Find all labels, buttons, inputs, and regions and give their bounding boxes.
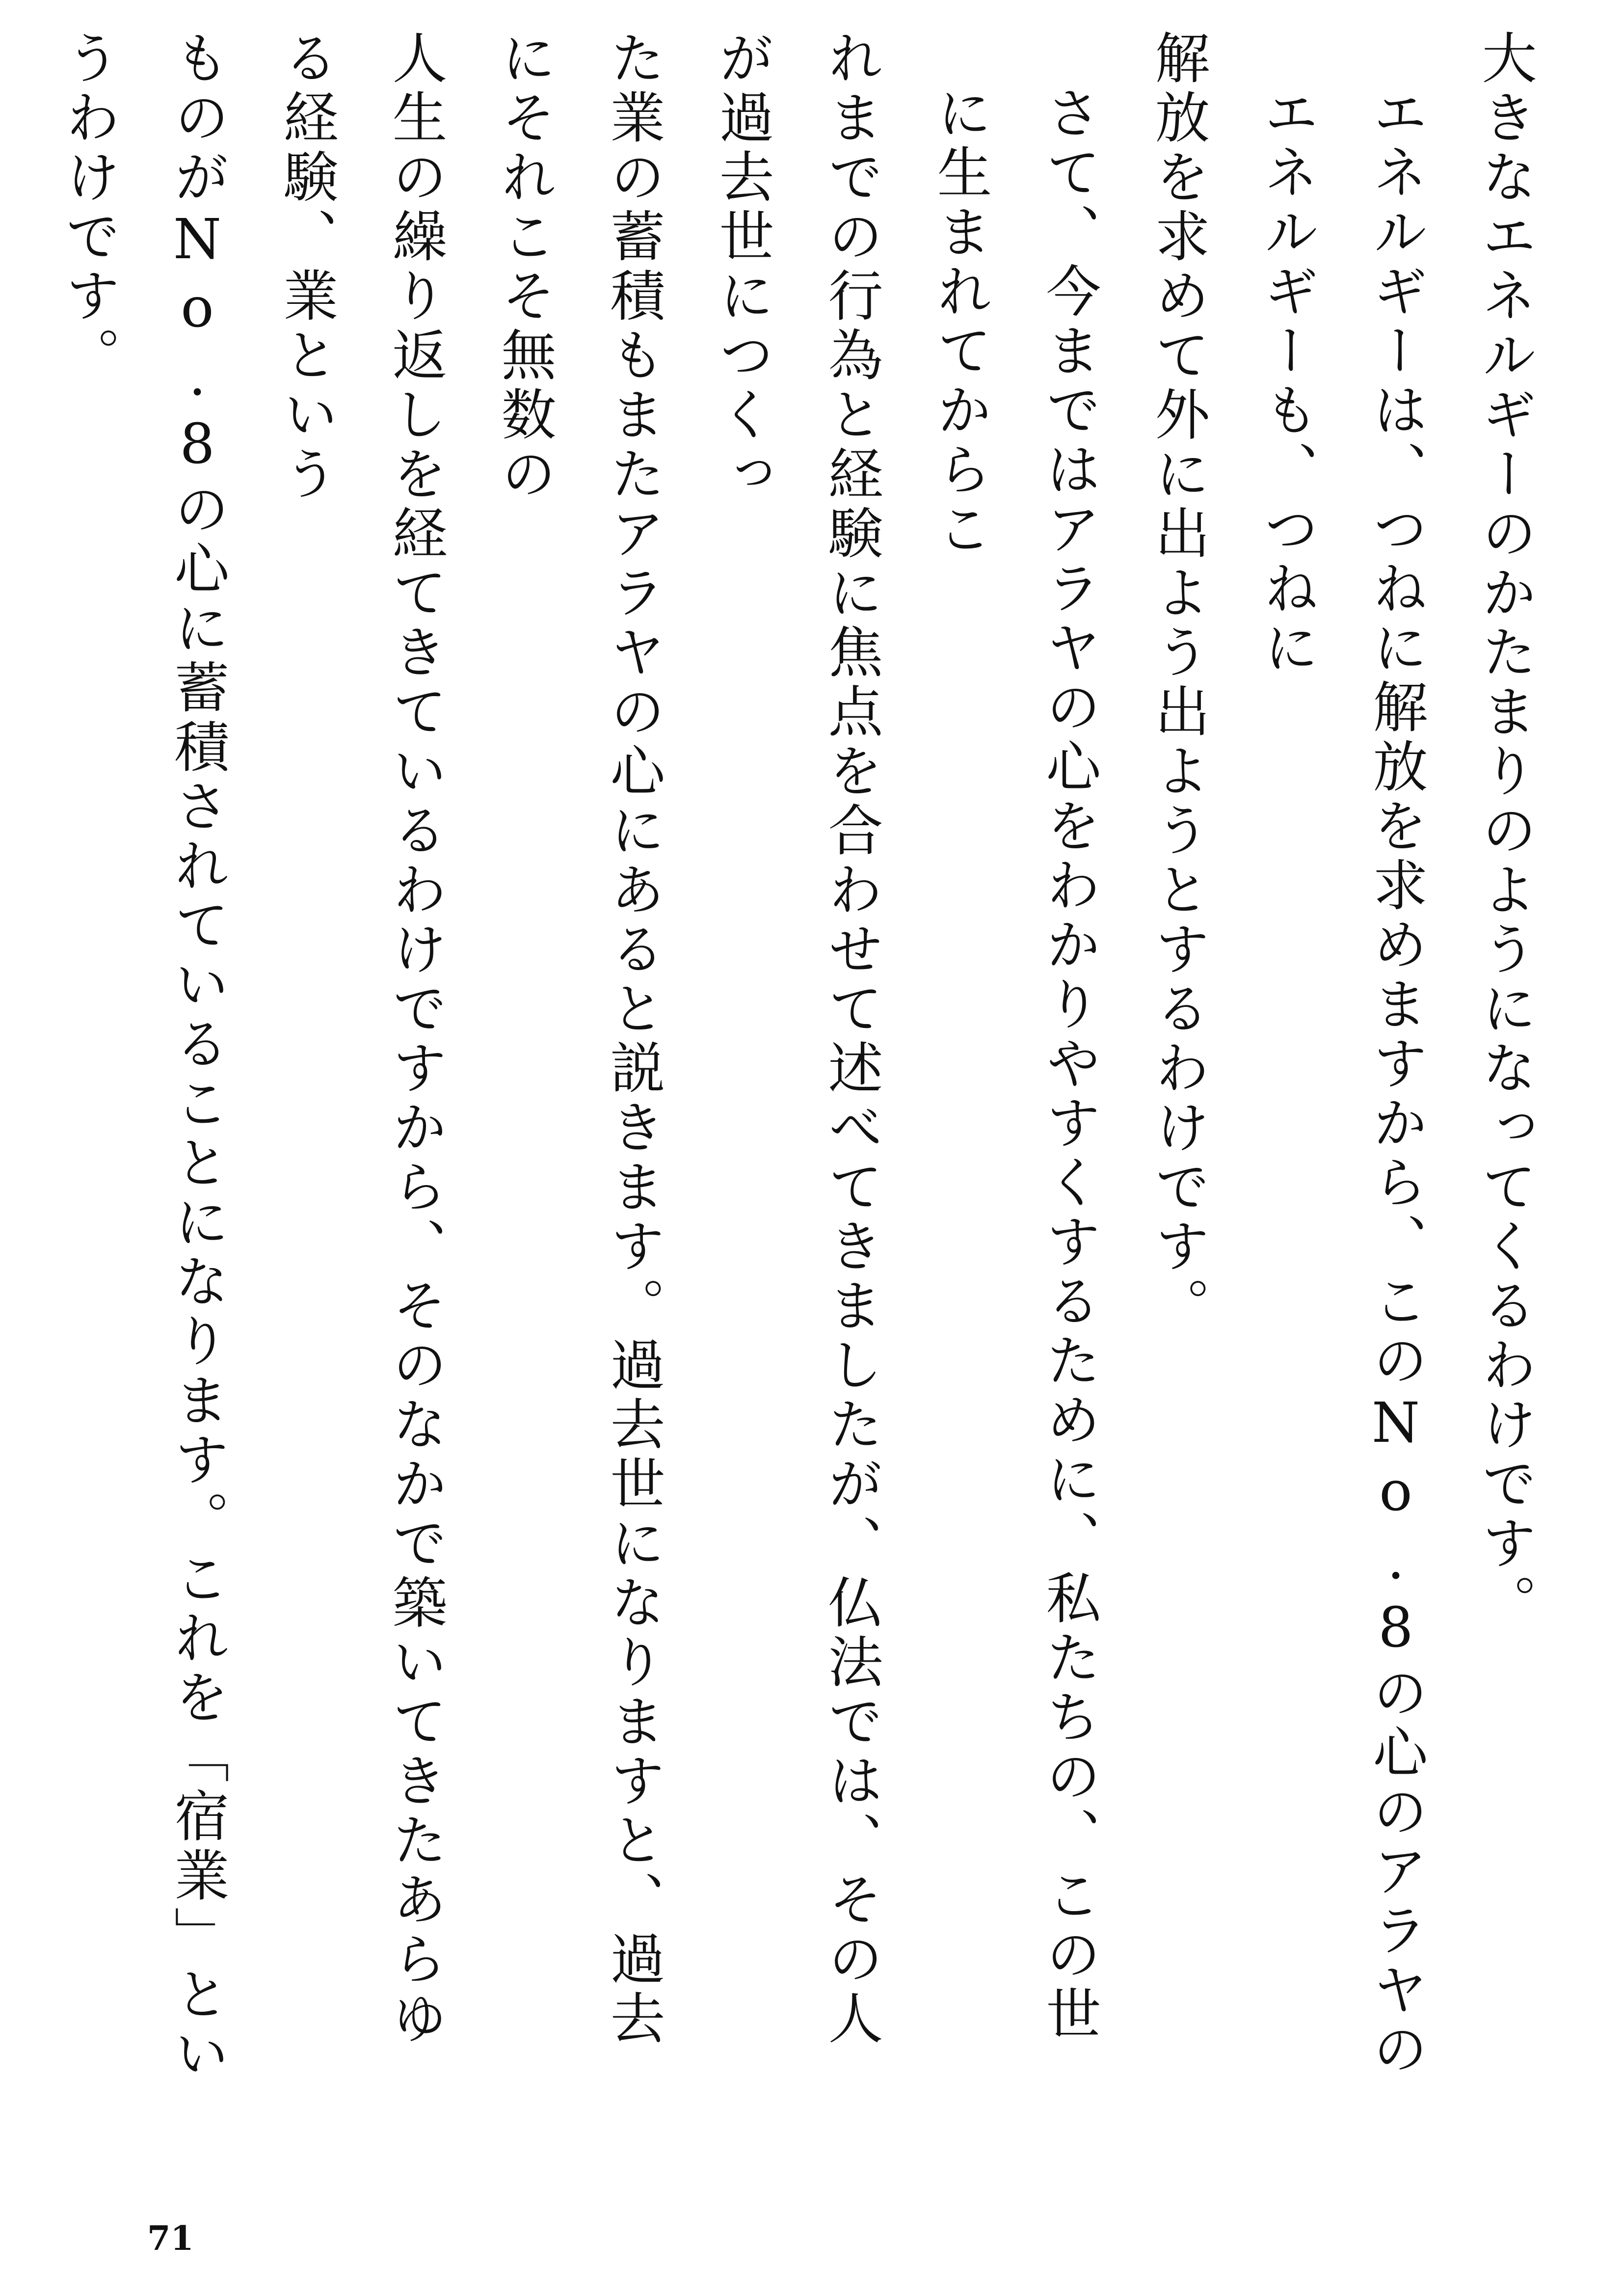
text-line-6: た業の蓄積もまたアラヤの心にあると説きます。過去世になりますと、過去にそれこそ無数の [492, 29, 665, 2049]
page-number: 71 [147, 2219, 194, 2258]
text-line-3: 解放を求めて外に出よう出ようとするわけです。 [1146, 29, 1210, 1336]
text-line-2: エネルギーは、つねに解放を求めますから、このNo.8の心のアラヤのエネルギーも、つねに [1255, 84, 1428, 2080]
text-line-5: れまでの行為と経験に焦点を合わせて述べてきましたが、仏法では、その人が過去世につくっ [710, 29, 883, 2049]
text-line-4: さて、今まではアラヤの心をわかりやすくするために、私たちの、この世に生まれてからこ [928, 84, 1101, 2045]
text-line-8: ものがNo.8の心に蓄積されていることになります。これを「宿業」というわけです。 [56, 29, 229, 2084]
body-text [0, 29, 1559, 2091]
text-line-7: 人生の繰り返しを経てきているわけですから、そのなかで築いてきたあらゆる経験、業という [274, 29, 447, 2049]
text-line-1: 大きなエネルギーのかたまりのようになってくるわけです。 [1473, 29, 1537, 1633]
